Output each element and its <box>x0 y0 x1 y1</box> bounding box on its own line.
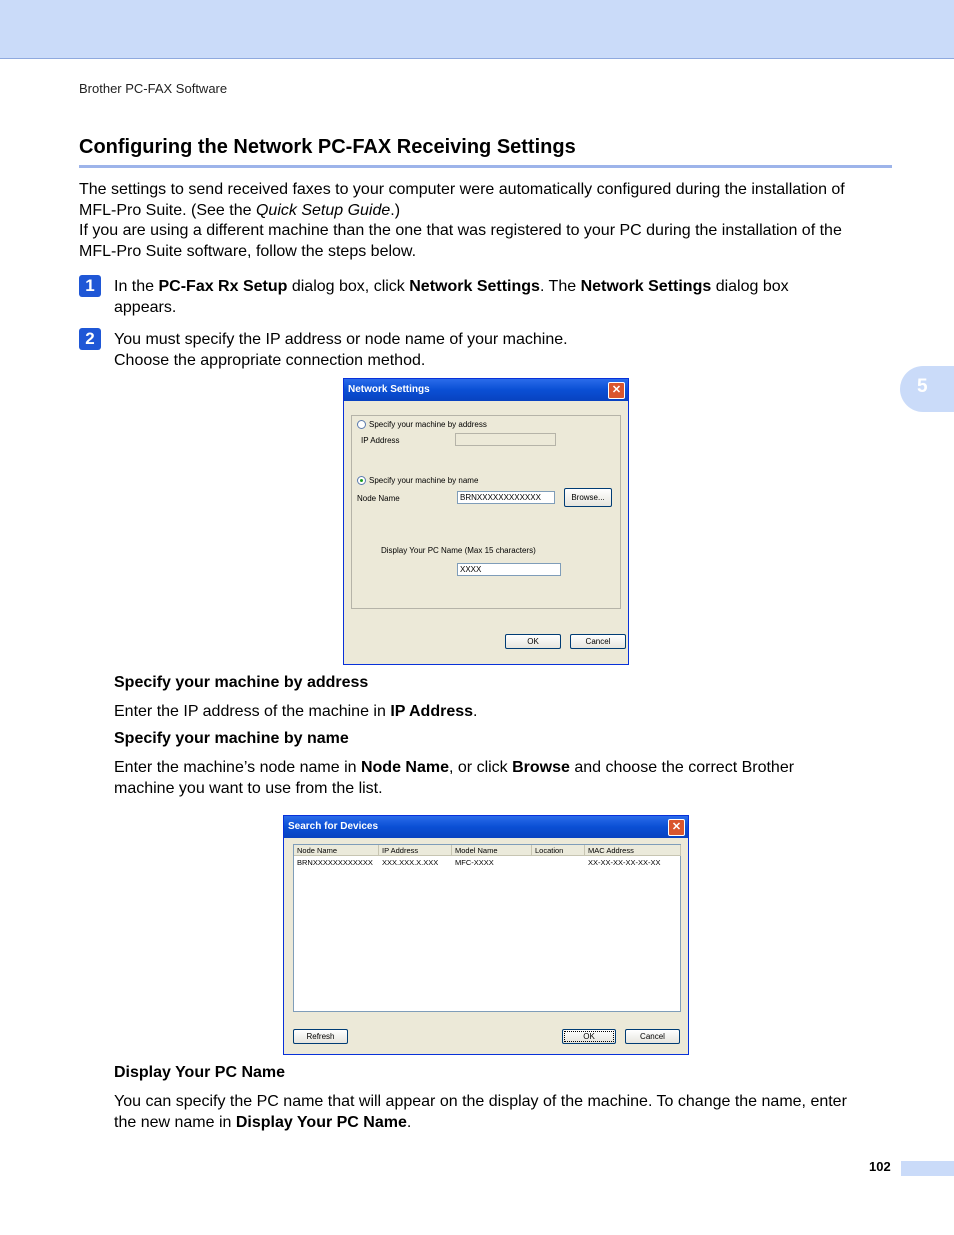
step-line: appears. <box>114 298 177 316</box>
by-address-text <box>114 702 894 723</box>
running-header: Brother PC-FAX Software <box>79 81 228 96</box>
body-text: . <box>406 1113 412 1131</box>
by-name-text <box>114 758 894 799</box>
column-header-mac-address[interactable]: MAC Address <box>585 845 681 856</box>
radio-by-address[interactable] <box>357 420 366 429</box>
chapter-number: 5 <box>917 376 928 397</box>
intro-paragraph <box>79 180 894 262</box>
dialog-title: Search for Devices <box>288 821 379 832</box>
radio-by-name-label: Specify your machine by name <box>369 476 479 485</box>
title-underline <box>79 165 892 168</box>
step-1-badge: 1 <box>79 275 101 297</box>
ok-button[interactable]: OK <box>505 634 561 649</box>
step-bold: PC-Fax Rx Setup <box>158 278 288 295</box>
intro-line: MFL-Pro Suite software, follow the steps below. <box>79 242 417 260</box>
step-text: In the <box>114 278 159 295</box>
search-devices-dialog <box>283 815 689 1055</box>
node-name-field[interactable]: BRNXXXXXXXXXXXX <box>457 491 555 504</box>
radio-by-address-label: Specify your machine by address <box>369 420 487 429</box>
step-line: You must specify the IP address or node name of your machine. <box>114 331 568 348</box>
close-icon[interactable]: ✕ <box>668 819 685 836</box>
body-bold: Browse <box>512 759 570 776</box>
intro-line <box>79 201 894 222</box>
refresh-button[interactable]: Refresh <box>293 1029 348 1044</box>
quick-setup-guide-ref: Quick Setup Guide <box>255 201 391 219</box>
node-name-label: Node Name <box>357 494 400 503</box>
device-list[interactable] <box>293 844 681 1012</box>
intro-text: .) <box>390 201 401 219</box>
pc-name-label: Display Your PC Name (Max 15 characters) <box>381 546 536 555</box>
page-number-bar <box>901 1161 954 1176</box>
chapter-tab <box>900 366 954 412</box>
step-text: dialog box <box>711 278 789 295</box>
body-text: Enter the machine’s node name in <box>114 759 361 776</box>
body-bold: IP Address <box>390 703 474 720</box>
body-line <box>114 1113 894 1134</box>
dialog-titlebar <box>344 379 628 401</box>
page-title: Configuring the Network PC-FAX Receiving Settings <box>79 136 576 158</box>
column-header-model-name[interactable]: Model Name <box>452 845 532 856</box>
pc-name-field[interactable]: XXXX <box>457 563 561 576</box>
cell-ip-address: XXX.XXX.X.XXX <box>382 858 439 867</box>
intro-line: The settings to send received faxes to your computer were automatically configured during the installation of <box>79 181 845 198</box>
step-bold: Network Settings <box>580 278 712 295</box>
close-icon[interactable]: ✕ <box>608 382 625 399</box>
intro-text: MFL-Pro Suite. (See the <box>79 201 256 219</box>
cancel-button[interactable]: Cancel <box>570 634 626 649</box>
body-text: , or click <box>449 759 513 776</box>
step-line <box>114 277 894 298</box>
column-header-ip-address[interactable]: IP Address <box>379 845 452 856</box>
browse-button[interactable]: Browse... <box>564 488 612 507</box>
column-header-location[interactable]: Location <box>532 845 585 856</box>
cancel-button[interactable]: Cancel <box>625 1029 680 1044</box>
header-band <box>0 0 954 59</box>
body-bold: Node Name <box>360 759 449 776</box>
step-text: dialog box, click <box>287 278 410 295</box>
dialog-titlebar <box>284 816 688 838</box>
intro-line: If you are using a different machine than the one that was registered to your PC during the installation of the <box>79 222 842 239</box>
step-2-badge: 2 <box>79 328 101 350</box>
body-bold: Display Your PC Name <box>235 1113 407 1131</box>
by-address-heading: Specify your machine by address <box>114 674 369 691</box>
pc-name-heading: Display Your PC Name <box>114 1064 286 1081</box>
cell-model-name: MFC-XXXX <box>455 858 494 867</box>
cell-mac-address: XX-XX-XX-XX-XX-XX <box>588 858 661 867</box>
column-header-node-name[interactable]: Node Name <box>294 845 379 856</box>
step-1-text <box>114 277 894 318</box>
step-line: Choose the appropriate connection method. <box>114 351 426 369</box>
body-text: and choose the correct Brother <box>569 759 795 776</box>
radio-by-name[interactable] <box>357 476 366 485</box>
body-text: . <box>473 703 478 720</box>
page-number: 102 <box>869 1159 891 1174</box>
by-name-heading: Specify your machine by name <box>114 730 349 747</box>
step-bold: Network Settings <box>409 278 540 295</box>
body-line <box>114 758 894 779</box>
ok-button[interactable]: OK <box>562 1029 616 1044</box>
body-line: machine you want to use from the list. <box>114 779 383 797</box>
network-settings-dialog <box>343 378 629 665</box>
body-line: You can specify the PC name that will appear on the display of the machine. To change the name, enter <box>114 1093 847 1110</box>
step-text: . The <box>539 278 581 295</box>
ip-address-label: IP Address <box>361 436 400 445</box>
ip-address-field[interactable] <box>455 433 556 446</box>
dialog-title: Network Settings <box>348 384 430 395</box>
body-text: the new name in <box>114 1113 236 1131</box>
body-text: Enter the IP address of the machine in <box>114 703 391 720</box>
cell-node-name: BRNXXXXXXXXXXXX <box>297 858 373 867</box>
pc-name-text <box>114 1092 894 1133</box>
step-2-text <box>114 330 894 371</box>
